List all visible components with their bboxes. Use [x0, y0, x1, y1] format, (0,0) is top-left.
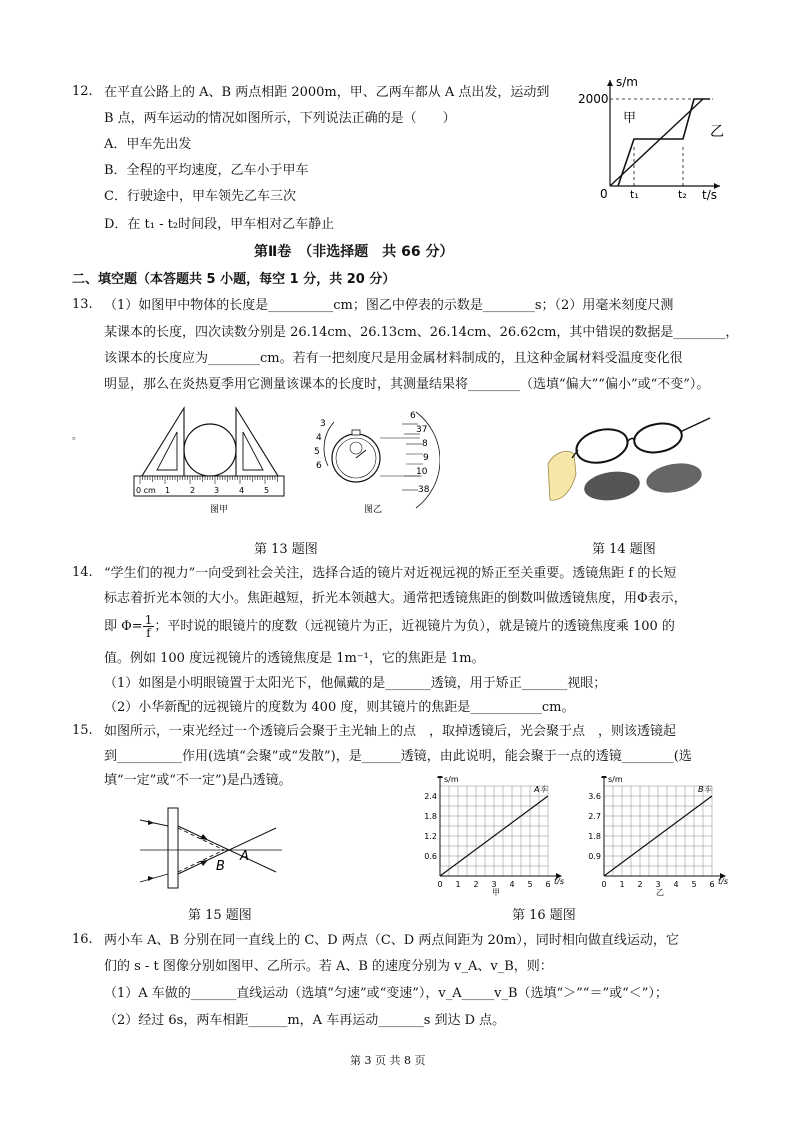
y-axis-label: s/m	[608, 776, 623, 784]
q12-graph-t1: t₁	[630, 188, 639, 201]
q16-number: 16.	[72, 932, 93, 947]
dial-big-38: 38	[418, 485, 430, 495]
x-tick-label: 1	[455, 880, 461, 889]
q14-glasses-figure	[538, 404, 718, 508]
dial-big-8: 8	[422, 439, 428, 449]
x-tick-label: 4	[673, 880, 679, 889]
graph-subcaption: 乙	[656, 888, 664, 896]
q12-stem-line2: B 点，两车运动的情况如图所示，下列说法正确的是（ ）	[104, 111, 456, 126]
q13-line3: 该课本的长度应为________cm。若有一把刻度尺是用金属材料制成的，且这种金属材料受温度变化很	[104, 351, 683, 366]
q12-number: 12.	[72, 84, 93, 99]
dial-big-37: 37	[416, 425, 428, 435]
page-footer: 第 3 页 共 8 页	[350, 1054, 426, 1067]
q13-stopwatch-figure	[306, 404, 440, 516]
q16-graph-b	[578, 776, 738, 896]
x-tick-label: 3	[491, 880, 497, 889]
q12-graph-t2: t₂	[678, 188, 687, 201]
q16-line4: （2）经过 6s，两车相距______m，A 车再运动_______s 到达 D 点。	[104, 1013, 506, 1028]
graph-subcaption: 甲	[492, 888, 500, 896]
y-axis-arrow	[601, 776, 607, 778]
phi-fraction	[143, 614, 155, 639]
q13-stray-mark: 。	[72, 431, 82, 442]
q13-ruler-figure	[132, 404, 288, 516]
fig14-caption: 第 14 题图	[592, 542, 656, 557]
ruler-label-4: 4	[239, 486, 245, 495]
q15-line3: 填“一定”或“不一定”)是凸透镜。	[104, 773, 292, 788]
graph-title: B车	[698, 785, 712, 794]
q12-graph-ylabel: s/m	[616, 75, 638, 89]
y-tick-label: 1.8	[424, 812, 437, 821]
fig13-caption: 第 13 题图	[254, 542, 318, 557]
ruler-label-3: 3	[214, 486, 220, 495]
part2-title: 第Ⅱ卷 （非选择题 共 66 分）	[254, 244, 454, 260]
q12-graph-yi: 乙	[710, 124, 724, 140]
graph-title: A车	[534, 785, 548, 794]
x-tick-label: 5	[691, 880, 697, 889]
dial-small-6: 6	[316, 461, 322, 471]
q16-line3: （1）A 车做的_______直线运动（选填“匀速”或“变速”），v_A_____v_B（选填“＞”“＝”或“＜”）；	[104, 986, 668, 1001]
dial-big-10: 10	[416, 467, 428, 477]
y-tick-label: 0.6	[424, 852, 437, 861]
q14-line3-prefix: 即 Φ=	[104, 619, 143, 634]
q12-graph-xlabel: t/s	[702, 188, 717, 202]
dial-small-3: 3	[320, 419, 326, 429]
dial-small-5: 5	[314, 447, 320, 457]
q14-line4: 值。例如 100 度远视镜片的透镜焦度是 1m⁻¹，它的焦距是 1m。	[104, 651, 485, 666]
q14-line3-suffix: ；平时说的眼镜片的度数（远视镜片为正，近视镜片为负），就是镜片的透镜焦度乘 100 的	[154, 619, 675, 634]
x-tick-label: 5	[527, 880, 533, 889]
y-tick-label: 0.9	[588, 852, 601, 861]
q13-line2: 某课本的长度，四次读数分别是 26.14cm、26.13cm、26.14cm、26.62cm，其中错误的数据是________，	[104, 325, 739, 340]
q14-line5: （1）如图是小明眼镜置于太阳光下，他佩戴的是_______透镜，用于矫正_______视眼；	[104, 676, 607, 691]
q12-st-graph	[578, 74, 728, 202]
q15-lens-figure	[136, 800, 284, 894]
x-tick-label: 1	[619, 880, 625, 889]
y-axis-arrow	[437, 776, 443, 778]
x-tick-label: 2	[637, 880, 643, 889]
y-axis-label: s/m	[444, 776, 459, 784]
phi-fraction-den: f	[146, 626, 151, 640]
q13-number: 13.	[72, 297, 93, 312]
q12-option-d: D．在 t₁ - t₂时间段，甲车相对乙车静止	[104, 217, 335, 232]
q13-line1: （1）如图甲中物体的长度是__________cm；图乙中停表的示数是________s；（2）用毫米刻度尺测	[104, 298, 674, 313]
q16-line2: 们的 s - t 图像分别如图甲、乙所示。若 A、B 的速度分别为 v_A、v_B，则：	[104, 959, 553, 974]
dial-small-4: 4	[316, 433, 322, 443]
x-tick-label: 6	[709, 880, 715, 889]
phi-fraction-num: 1	[144, 613, 153, 627]
x-tick-label: 0	[601, 880, 607, 889]
q12-option-b: B．全程的平均速度，乙车小于甲车	[104, 163, 309, 178]
fig15-caption: 第 15 题图	[188, 908, 252, 923]
x-tick-label: 2	[473, 880, 479, 889]
x-tick-label: 4	[509, 880, 515, 889]
section-fill-blank-heading: 二、填空题（本答题共 5 小题，每空 1 分，共 20 分）	[72, 272, 396, 287]
y-tick-label: 3.6	[588, 792, 601, 801]
q15-point-a: A	[240, 849, 249, 864]
fig-jia-caption: 图甲	[210, 505, 229, 515]
y-tick-label: 2.7	[588, 812, 601, 821]
x-tick-label: 6	[545, 880, 551, 889]
q12-graph-jia: 甲	[623, 111, 637, 126]
q12-stem-line1: 在平直公路上的 A、B 两点相距 2000m，甲、乙两车都从 A 点出发，运动到	[104, 85, 550, 100]
q15-point-b: B	[216, 859, 225, 874]
q14-line3	[104, 614, 675, 639]
y-tick-label: 1.8	[588, 832, 601, 841]
x-axis-label: t/s	[554, 877, 564, 886]
q14-line2: 标志着折光本领的大小。焦距越短，折光本领越大。通常把透镜焦距的倒数叫做透镜焦度，用Φ表示，	[104, 591, 687, 606]
q16-graph-a	[414, 776, 574, 896]
fig16-caption: 第 16 题图	[512, 908, 576, 923]
q12-graph-2000: 2000	[578, 92, 609, 106]
y-tick-label: 2.4	[424, 792, 437, 801]
q12-option-c: C．行驶途中，甲车领先乙车三次	[104, 189, 296, 204]
q14-line1: “学生们的视力”一向受到社会关注，选择合适的镜片对近视远视的矫正至关重要。透镜焦距 f 的长短	[104, 566, 677, 581]
dial-big-6: 6	[410, 411, 416, 421]
q16-line1: 两小车 A、B 分别在同一直线上的 C、D 两点（C、D 两点间距为 20m），同时相向做直线运动，它	[104, 933, 679, 948]
q13-line4: 明显，那么在炎热夏季用它测量该课本的长度时，其测量结果将________（选填“偏大”“偏小”或“不变”）。	[104, 377, 710, 392]
q15-line1: 如图所示，一束光经过一个透镜后会聚于主光轴上的点 ，取掉透镜后，光会聚于点 ，则该透镜起	[104, 724, 677, 739]
x-tick-label: 3	[655, 880, 661, 889]
ruler-label-5: 5	[264, 486, 270, 495]
y-tick-label: 1.2	[424, 832, 437, 841]
dial-big-9: 9	[423, 453, 429, 463]
q12-option-a: A．甲车先出发	[104, 137, 192, 152]
q12-graph-origin: 0	[600, 187, 608, 201]
q15-line2: 到__________作用(选填“会聚”或“发散”)，是______透镜，由此说明，能会聚于一点的透镜________(选	[104, 749, 692, 764]
x-tick-label: 0	[437, 880, 443, 889]
ruler-label-2: 2	[190, 486, 196, 495]
q14-number: 14.	[72, 565, 93, 580]
ruler-label-1: 1	[165, 486, 171, 495]
q15-number: 15.	[72, 723, 93, 738]
q14-line6: （2）小华新配的远视镜片的度数为 400 度，则其镜片的焦距是___________cm。	[104, 700, 575, 715]
ruler-label-0: 0 cm	[136, 486, 156, 495]
x-axis-label: t/s	[718, 877, 728, 886]
fig-yi-caption: 图乙	[364, 505, 383, 515]
